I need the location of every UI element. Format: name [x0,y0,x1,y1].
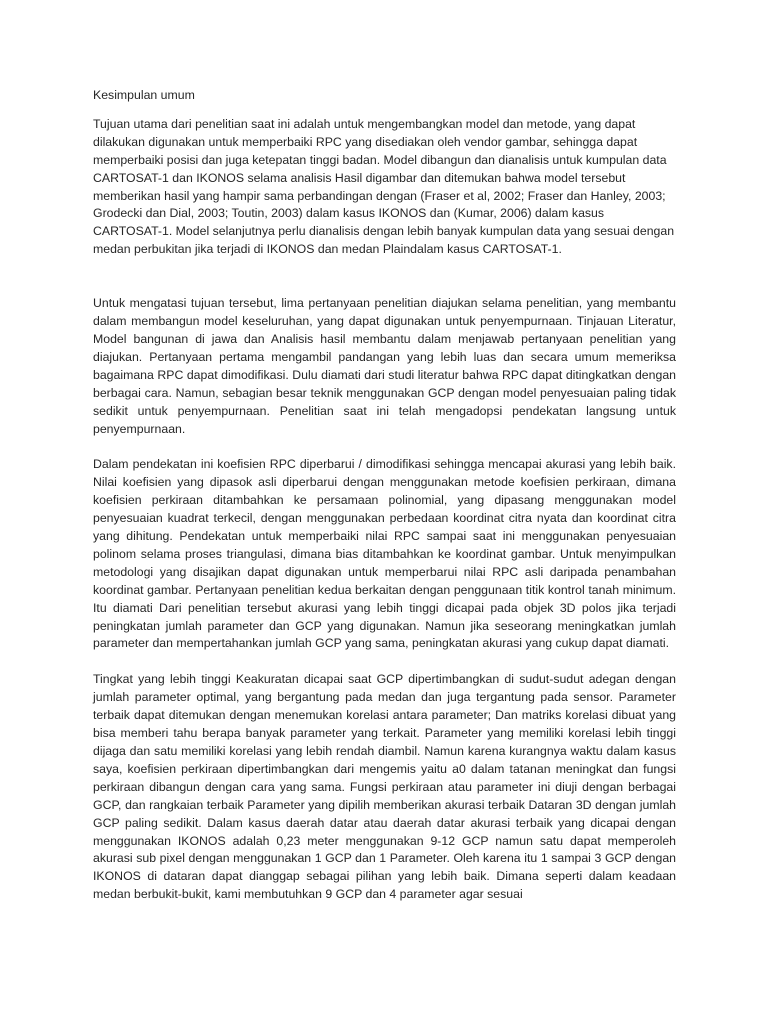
paragraph-2: Untuk mengatasi tujuan tersebut, lima pertanyaan penelitian diajukan selama penelitian, yang membantu dalam membangun model keseluruhan, yang dapat digunakan untuk penyempurnaan. Tinjauan Literatur, Model bangunan di jawa dan Analisis hasil membantu dalam menjawab pertanyaan penelitian yang diajukan. Pertanyaan pertama mengambil pandangan yang lebih luas dan secara umum memeriksa bagaimana RPC dapat dimodifikasi. Dulu diamati dari studi literatur bahwa RPC dapat ditingkatkan dengan berbagai cara. Namun, sebagian besar teknik menggunakan GCP dengan model penyesuaian paling tidak sedikit untuk penyempurnaan. Penelitian saat ini telah mengadopsi pendekatan langsung untuk penyempurnaan. [93,296,676,436]
paragraph-4: Tingkat yang lebih tinggi Keakuratan dicapai saat GCP dipertimbangkan di sudut-sudut adegan dengan jumlah parameter optimal, yang bergantung pada medan dan juga tergantung pada sensor. Parameter terbaik dapat ditemukan dengan menemukan korelasi antara parameter; Dan matriks korelasi dibuat yang bisa memberi tahu berapa banyak parameter yang terkait. Parameter yang memiliki korelasi lebih tinggi dijaga dan satu memiliki korelasi yang lebih rendah diambil. Namun karena kurangnya waktu dalam kasus saya, koefisien perkiraan dipertimbangkan dari mengemis yaitu a0 dalam tatanan meningkat dan fungsi perkiraan dibangun dengan cara yang sama. Fungsi perkiraan atau parameter ini diuji dengan berbagai GCP, dan rangkaian terbaik Parameter yang dipilih memberikan akurasi terbaik Dataran 3D dengan jumlah GCP paling sedikit. Dalam kasus daerah datar atau daerah datar akurasi terbaik yang dicapai dengan menggunakan IKONOS adalah 0,23 meter menggunakan 9-12 GCP namun satu dapat memperoleh akurasi sub pixel dengan menggunakan 1 GCP dan 1 Parameter. Oleh karena itu 1 sampai 3 GCP dengan IKONOS di dataran dapat dianggap sebagai pilihan yang lebih baik. Dimana seperti dalam keadaan medan berbukit-bukit, kami membutuhkan 9 GCP dan 4 parameter agar sesuai [93,672,676,902]
paragraph-spacer [93,277,676,295]
document-body [93,87,676,922]
section-heading: Kesimpulan umum [93,88,195,102]
paragraph-3: Dalam pendekatan ini koefisien RPC diperbarui / dimodifikasi sehingga mencapai akurasi yang lebih baik. Nilai koefisien yang dipasok asli diperbarui dengan menggunakan metode koefisien perkiraan, dimana koefisien perkiraan ditambahkan ke persamaan polinomial, yang dipasang menggunakan model penyesuaian kuadrat terkecil, dengan menggunakan perbedaan koordinat citra nyata dan koordinat citra yang dihitung. Pendekatan untuk memperbaiki nilai RPC sampai saat ini menggunakan penyesuaian polinom selama proses triangulasi, dimana bias ditambahkan ke koordinat gambar. Untuk menyimpulkan metodologi yang disajikan dapat digunakan untuk memperbarui nilai RPC asli daripada penambahan koordinat gambar. Pertanyaan penelitian kedua berkaitan dengan penggunaan titik kontrol tanah minimum. Itu diamati Dari penelitian tersebut akurasi yang lebih tinggi dicapai pada objek 3D polos jika terjadi peningkatan jumlah parameter dan GCP yang digunakan. Namun jika seseorang meningkatkan jumlah parameter dan mempertahankan jumlah GCP yang sama, peningkatan akurasi yang cukup dapat diamati. [93,457,676,651]
paragraph-1: Tujuan utama dari penelitian saat ini adalah untuk mengembangkan model dan metode, yang dapat dilakukan digunakan untuk memperbaiki RPC yang disediakan oleh vendor gambar, sehingga dapat memperbaiki posisi dan juga ketepatan tinggi badan. Model dibangun dan dianalisis untuk kumpulan data CARTOSAT-1 dan IKONOS selama analisis Hasil digambar dan ditemukan bahwa model tersebut memberikan hasil yang hampir sama perbandingan dengan (Fraser et al, 2002; Fraser dan Hanley, 2003; Grodecki dan Dial, 2003; Toutin, 2003) dalam kasus IKONOS dan (Kumar, 2006) dalam kasus CARTOSAT-1. Model selanjutnya perlu dianalisis dengan lebih banyak kumpulan data yang sesuai dengan medan perbukitan jika terjadi di IKONOS dan medan Plaindalam kasus CARTOSAT-1. [93,116,675,257]
